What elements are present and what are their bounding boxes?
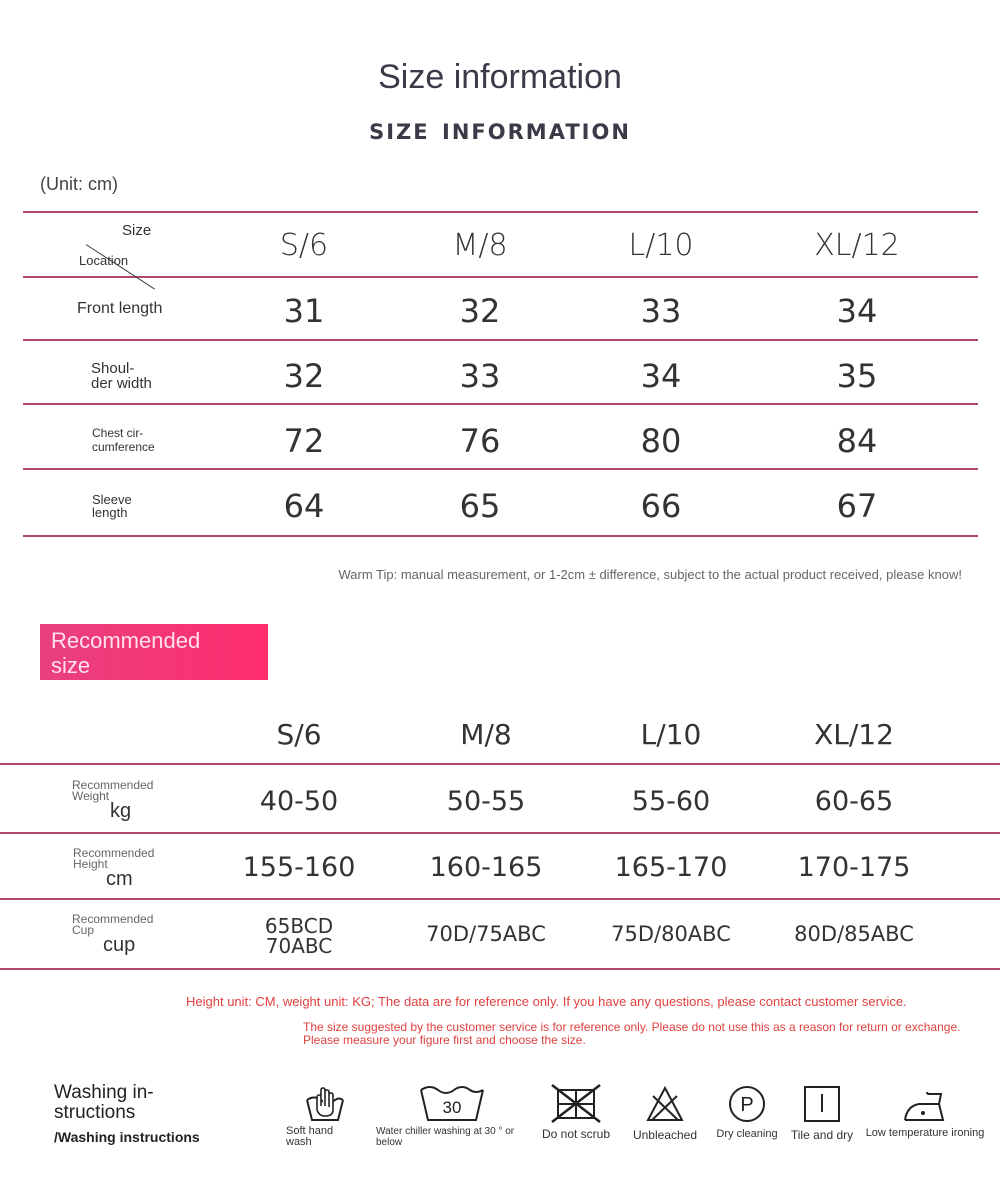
- column-header: M/8: [460, 718, 512, 751]
- low-temp-iron-icon: [899, 1084, 951, 1124]
- care-item: [376, 1082, 528, 1148]
- table-cell: 40-50: [259, 786, 339, 817]
- table-cell: 65: [459, 487, 501, 525]
- row-label: Front length: [77, 300, 163, 317]
- washing-title-line: Washing in-: [54, 1082, 154, 1103]
- table-rule: [0, 832, 1000, 834]
- table-rule: [0, 898, 1000, 900]
- table-cell: 34: [836, 292, 878, 330]
- do-not-bleach-icon: [645, 1084, 685, 1124]
- column-header: S/6: [276, 718, 322, 751]
- washing-subtitle: /Washing instructions: [54, 1129, 200, 1145]
- column-header: M/8: [452, 228, 508, 263]
- row-label: Shoul-: [91, 360, 135, 377]
- row-label: Sleeve: [92, 492, 132, 507]
- care-label: below: [376, 1137, 403, 1148]
- care-item: [862, 1084, 988, 1139]
- washing-title-line: structions: [54, 1102, 136, 1123]
- row-label-small: Recommended: [73, 846, 155, 860]
- table-cell: 80D/85ABC: [794, 922, 914, 946]
- row-label-small: Recommended: [72, 912, 154, 926]
- row-label-unit: cup: [103, 934, 136, 956]
- care-label: Dry cleaning: [716, 1128, 778, 1140]
- page-title: Size information: [378, 58, 622, 96]
- table-rule: [23, 339, 978, 341]
- warm-tip: Warm Tip: manual measurement, or 1-2cm ± difference, subject to the actual product received, please know!: [338, 567, 962, 582]
- table-cell: 55-60: [631, 786, 711, 817]
- table-cell: 160-165: [429, 852, 543, 883]
- row-label: length: [92, 505, 128, 520]
- table-rule: [23, 403, 978, 405]
- dry-clean-letter: P: [740, 1094, 754, 1116]
- column-header: XL/12: [814, 718, 894, 751]
- cup-value-line: 70ABC: [265, 934, 333, 958]
- table-cell: 34: [640, 357, 682, 395]
- care-item: [712, 1084, 782, 1140]
- column-header: S/6: [279, 228, 329, 263]
- table-cell: 66: [640, 487, 682, 525]
- badge-line: Recommended: [51, 628, 201, 653]
- wash-30-icon: [418, 1082, 486, 1124]
- table-rule: [23, 468, 978, 470]
- table-cell: 32: [283, 357, 325, 395]
- care-item: [624, 1084, 706, 1141]
- table-cell: 50-55: [446, 786, 526, 817]
- care-label: Do not scrub: [541, 1127, 611, 1141]
- table-rule: [0, 968, 1000, 970]
- note-line: Please measure your figure first and choose the size.: [303, 1033, 586, 1047]
- table-rule: [23, 211, 978, 213]
- row-label-unit: cm: [106, 868, 133, 890]
- table-cell: 170-175: [797, 852, 911, 883]
- table-cell: 70D/75ABC: [426, 922, 546, 946]
- dry-clean-icon: [727, 1084, 767, 1124]
- care-label: Unbleached: [632, 1128, 698, 1142]
- column-header: L/10: [628, 228, 694, 263]
- table-cell: 32: [459, 292, 501, 330]
- tile-dry-icon: [802, 1085, 842, 1125]
- unit-label: (Unit: cm): [40, 174, 118, 194]
- care-label: Water chiller washing at 30 ° or: [376, 1126, 515, 1137]
- do-not-scrub-icon: [548, 1082, 604, 1124]
- table-cell: 33: [459, 357, 501, 395]
- recommended-size-badge: [40, 624, 268, 680]
- row-label: der width: [91, 375, 152, 392]
- column-header: L/10: [640, 718, 702, 751]
- care-label: wash: [286, 1136, 312, 1148]
- table-cell: 67: [836, 487, 878, 525]
- wash-temperature: 30: [442, 1098, 462, 1117]
- table-cell: 80: [640, 422, 682, 460]
- column-header: XL/12: [814, 228, 900, 263]
- corner-size-label: Size: [122, 222, 152, 239]
- table-rule: [23, 535, 978, 537]
- badge-line: size: [51, 653, 91, 678]
- care-label: Low temperature ironing: [865, 1127, 985, 1139]
- care-label: Soft hand: [286, 1125, 334, 1137]
- cup-value-line: 65BCD: [264, 914, 334, 938]
- reference-note-secondary: [303, 1021, 960, 1047]
- table-cell: 60-65: [814, 786, 894, 817]
- note-line: The size suggested by the customer service is for reference only. Please do not use this as a reason for return or exchange.: [303, 1020, 961, 1034]
- table-cell: 35: [836, 357, 878, 395]
- row-label-small: Height: [73, 857, 108, 871]
- row-label-small: Recommended: [72, 778, 154, 792]
- table-cell: 165-170: [614, 852, 728, 883]
- table-cell: 84: [836, 422, 878, 460]
- row-label: cumference: [92, 440, 155, 454]
- hand-wash-icon: [303, 1084, 347, 1124]
- row-label: Chest cir-: [92, 426, 144, 440]
- row-label-unit: kg: [110, 800, 132, 822]
- table-cell: 33: [640, 292, 682, 330]
- reference-note: Height unit: CM, weight unit: KG; The data are for reference only. If you have any questions, please contact customer service.: [186, 994, 907, 1009]
- table-rule: [23, 276, 978, 278]
- table-cell: 31: [283, 292, 325, 330]
- table-cell: 76: [459, 422, 501, 460]
- table-cell: 155-160: [242, 852, 356, 883]
- table-cell-cup-s: [219, 916, 379, 956]
- care-item: [286, 1084, 364, 1148]
- washing-title: [54, 1083, 154, 1123]
- row-label-small: Cup: [72, 923, 95, 937]
- care-item: [538, 1082, 614, 1140]
- row-label-small: Weight: [72, 789, 110, 803]
- table-cell: 75D/80ABC: [611, 922, 731, 946]
- table-cell: 72: [283, 422, 325, 460]
- table-cell: 64: [283, 487, 325, 525]
- page-subtitle: size information: [369, 112, 631, 147]
- care-label: Tile and dry: [790, 1128, 854, 1142]
- care-item: [784, 1085, 860, 1141]
- corner-location-label: Location: [79, 253, 129, 268]
- table-rule: [0, 763, 1000, 765]
